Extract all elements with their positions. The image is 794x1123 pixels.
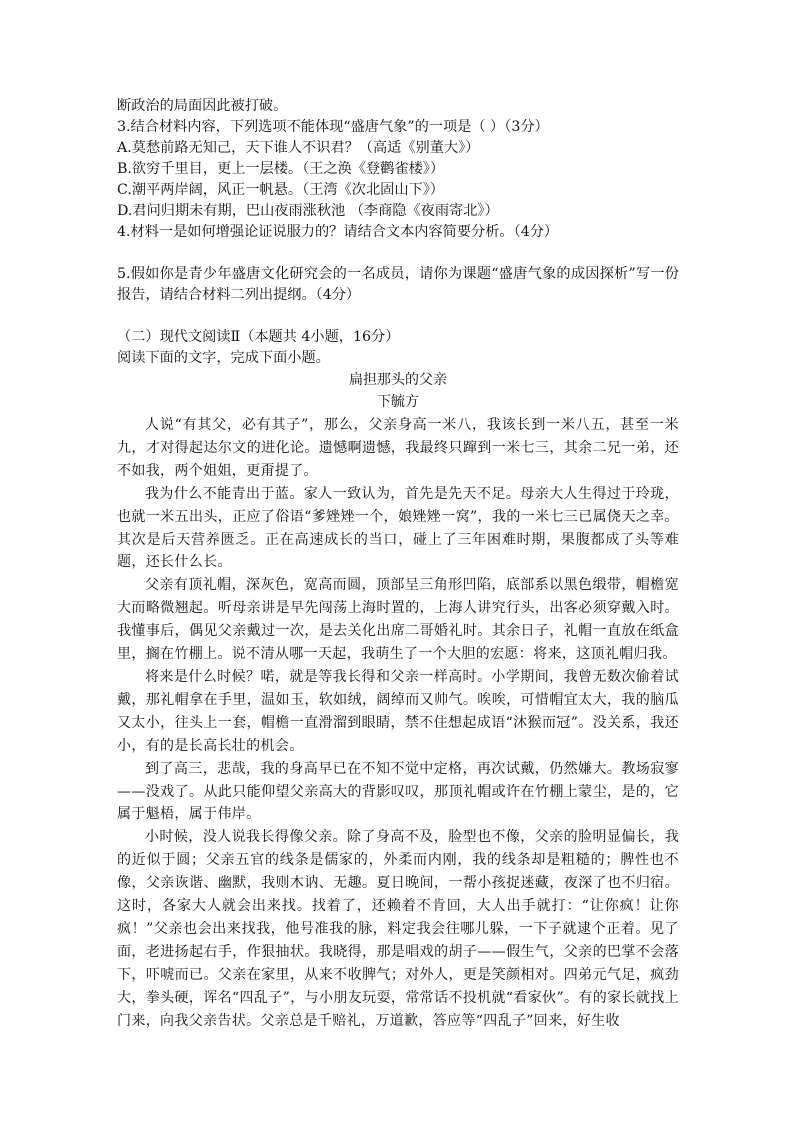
- story-title: 扁担那头的父亲: [349, 372, 447, 388]
- question-3: 3.结合材料内容，下列选项不能体现“盛唐气象”的一项是（ ）（3分）: [117, 119, 549, 135]
- story-paragraph: 小时候，没人说我长得像父亲。除了身高不及，脸型也不像，父亲的脸明显偏长，我的近似于圆；父亲五官的线条是儒家的，外柔而内刚，我的线条却是粗糙的；脾性也不像，父亲诙谐、幽默，我则木讷、无趣。夏日晚间，一帮小孩捉迷藏，夜深了也不归宿。这时，各家大人就会出来找。找着了，还赖着不肯回，大人出手就打：“让你疯！让你疯！”父亲也会出来找我，他号准我的脉，料定我会往哪儿躲，一下子就逮个正着。见了面，老进扬起右手，作狠抽状。我晓得，那是唱戏的胡子——假生气，父亲的巴掌不会落下，吓唬而已。父亲在家里，从来不收脾气；对外人，更是笑颜相对。四弟元气足，疯劲大，拳头硬，诨名“四乱子”，与小朋友玩耍，常常话不投机就“看家伙”。有的家长就找上门来，向我父亲告状。父亲总是千赔礼，万道歉，答应等“四乱子”回来，好生收: [117, 829, 679, 1029]
- story-paragraph: 人说“有其父，必有其子”，那么，父亲身高一米八，我该长到一米八五，甚至一米九，才对得起达尔文的进化论。遗憾啊遗憾，我最终只蹿到一米七三，其余二兄一弟，还不如我，两个姐姐，更甭提了。: [117, 417, 679, 479]
- previous-question-continuation: 断政治的局面因此被打破。: [117, 98, 288, 114]
- story-paragraph: 父亲有顶礼帽，深灰色，宽高而圆，顶部呈三角形凹陷，底部系以黑色缎带，帽檐宽大而略微翘起。听母亲讲是早先闯荡上海时置的，上海人讲究行头，出客必须穿戴入时。我懂事后，偶见父亲戴过一次，是去关化出席二哥婚礼时。其余日子，礼帽一直放在纸盒里，搁在竹棚上。说不清从哪一天起，我萌生了一个大胆的宏愿：将来，这顶礼帽归我。: [117, 577, 679, 663]
- story-author: 下毓方: [377, 394, 419, 410]
- question-4: 4.材料一是如何增强论证说服力的？请结合文本内容简要分析。（4分）: [117, 224, 559, 240]
- story-paragraph: 我为什么不能青出于蓝。家人一致认为，首先是先天不足。母亲大人生得过于玲珑，也就一米五出头，正应了俗语“爹矬矬一个，娘矬矬一窝”，我的一米七三已属侥天之幸。其次是后天营养匮乏。正在高速成长的当口，碰上了三年困难时期，果腹都成了头等难题，还长什么长。: [117, 485, 679, 571]
- question-3-option-a: A.莫愁前路无知己，天下谁人不识君？（高适《别董大》）: [117, 140, 480, 156]
- question-3-option-d: D.君问归期未有期，巴山夜雨涨秋池 （李商隐《夜雨寄北》）: [117, 203, 499, 219]
- exam-page: [117, 96, 679, 1032]
- question-3-option-b: B.欲穷千里目，更上一层楼。（王之涣《登鹳雀楼》）: [117, 161, 445, 177]
- question-3-option-c: C.潮平两岸阔，风正一帆悬。（王湾《次北固山下》）: [117, 182, 444, 198]
- story-paragraph: 将来是什么时候？喏，就是等我长得和父亲一样高时。小学期间，我曾无数次偷着试戴，那礼帽拿在手里，温如玉，软如绒，阔绰而又帅气。唉唉，可惜帽宜太大，我的脑瓜又太小，往头上一套，帽檐一直滑溜到眼睛，禁不住想起成语“沐猴而冠”。没关系，我还小，有的是长高长壮的机会。: [117, 668, 679, 754]
- story-paragraph: 到了高三，悲哉，我的身高早已在不知不觉中定格，再次试戴，仍然嫌大。教场寂寥——没戏了。从此只能仰望父亲高大的背影叹叹，那顶礼帽或许在竹棚上蒙尘，是的，它属于魁梧，属于伟岸。: [117, 760, 679, 823]
- section-instruction: 阅读下面的文字，完成下面小题。: [117, 350, 330, 366]
- section-heading: （二）现代文阅读Ⅱ（本题共 4小题，16分）: [117, 329, 400, 345]
- question-5: 5.假如你是青少年盛唐文化研究会的一名成员，请你为课题“盛唐气象的成因探析”写一份报告，请结合材料二列出提纲。（4分）: [117, 266, 679, 303]
